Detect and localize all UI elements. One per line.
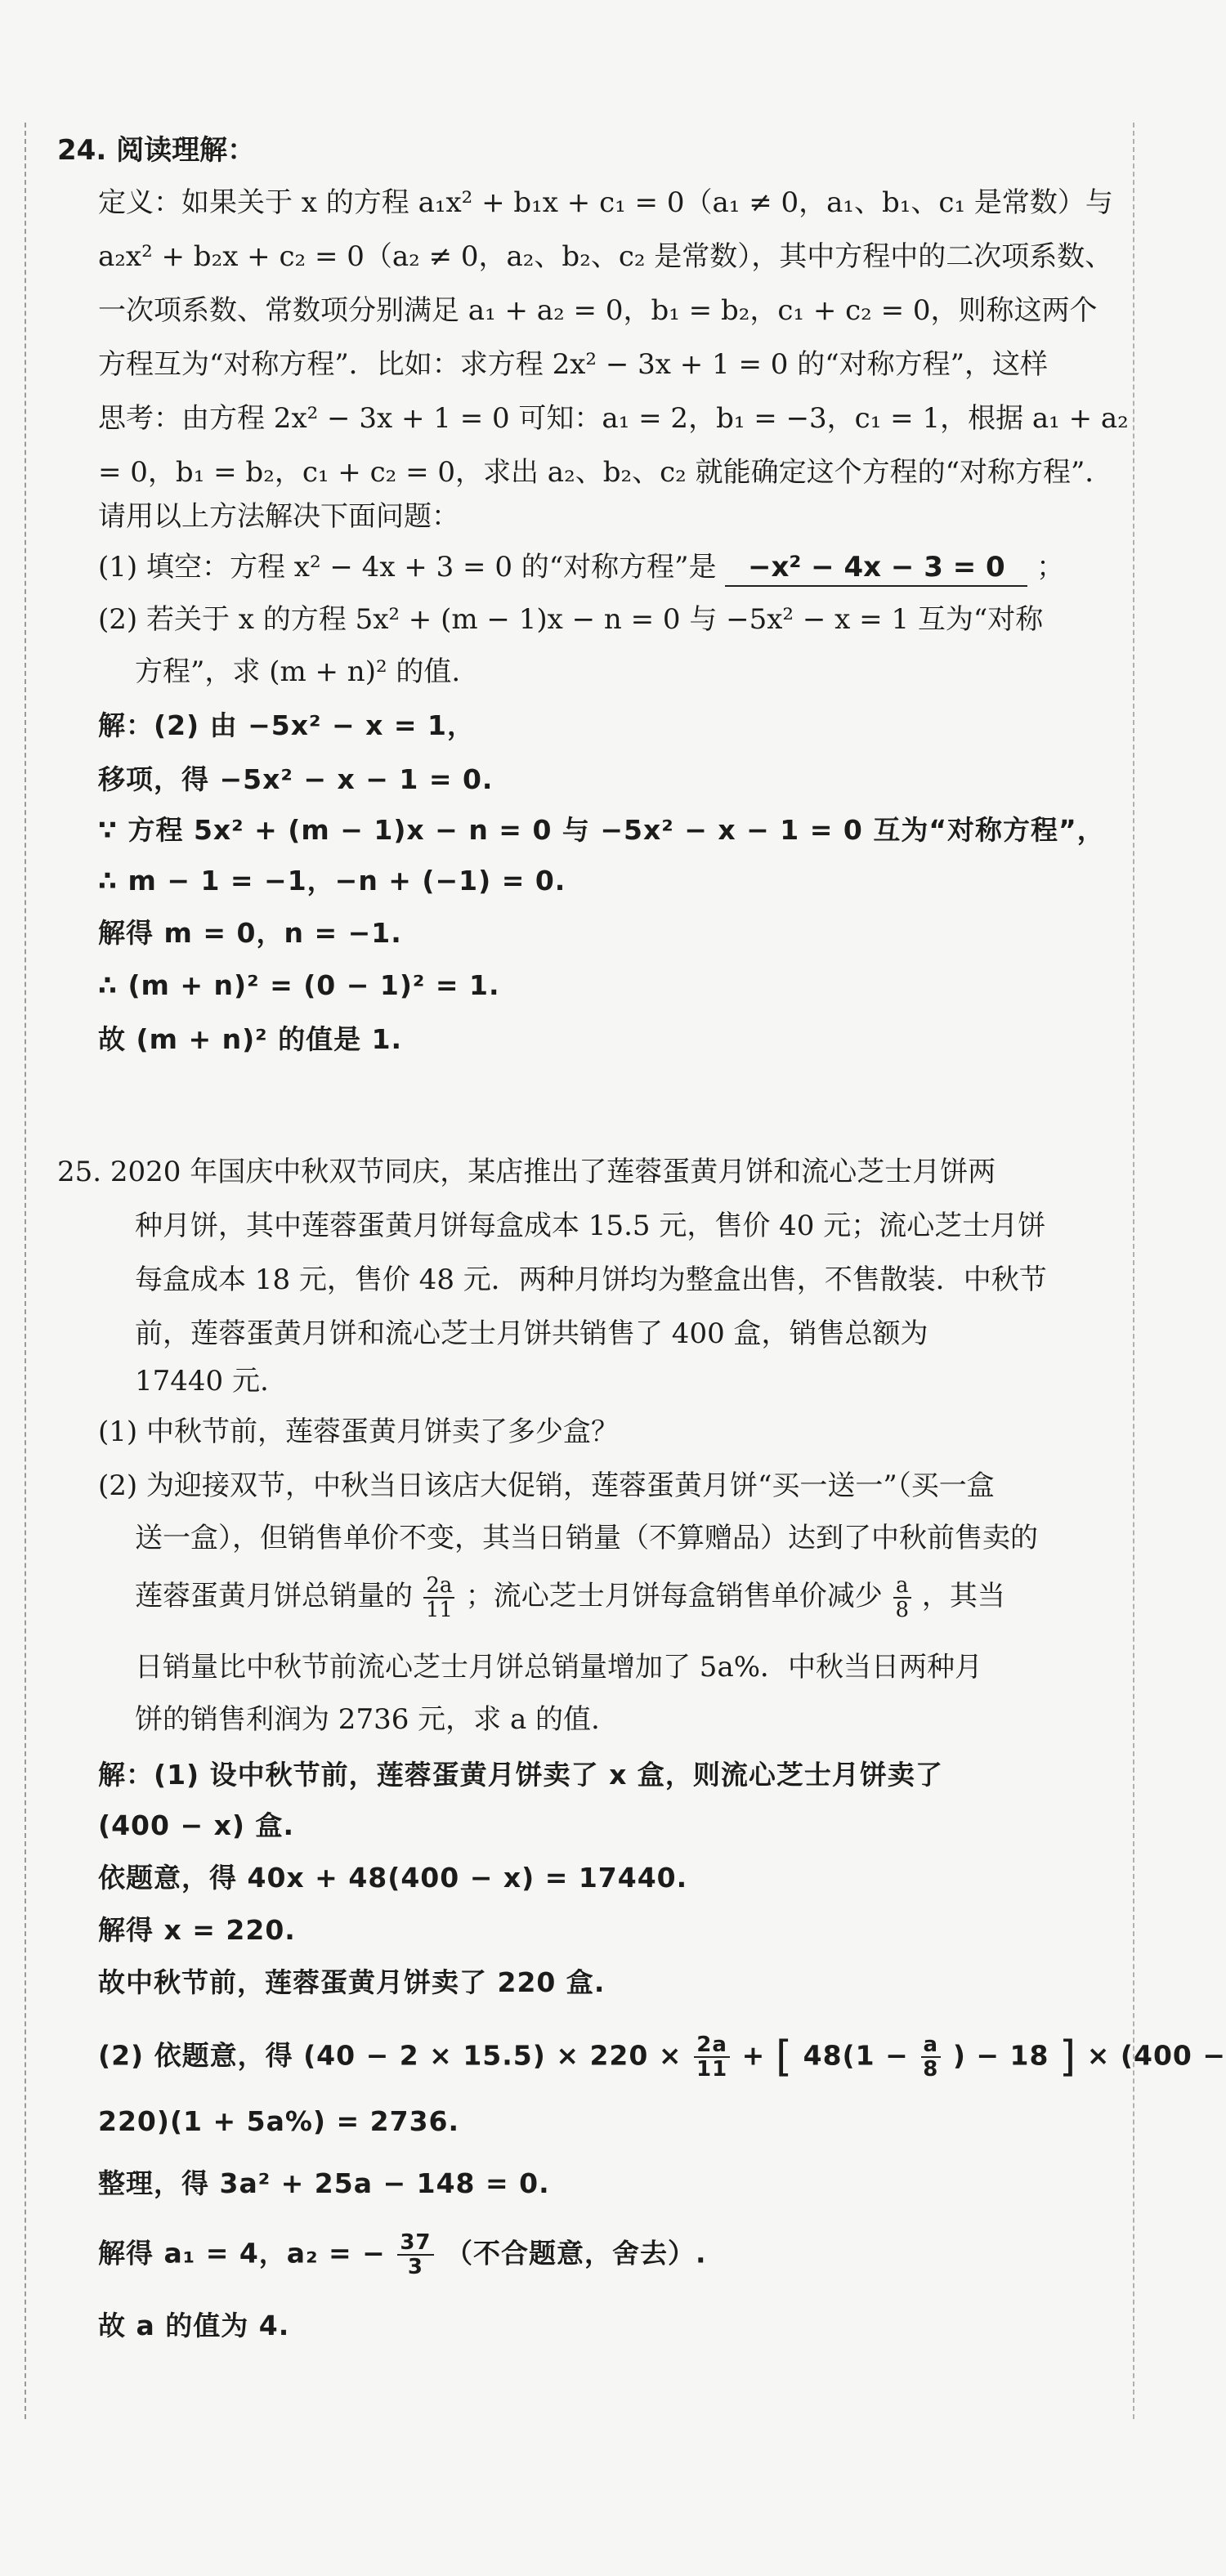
- fraction-denominator: 11: [696, 2057, 728, 2082]
- q25-solution-line: (400 − x) 盒.: [98, 1809, 294, 1841]
- fraction-numerator: 2a: [694, 2033, 730, 2058]
- q25-part2-line3: [135, 1574, 1197, 1621]
- q25-stem-line: 17440 元.: [135, 1365, 269, 1398]
- q24-definition-line: 思考：由方程 2x² − 3x + 1 = 0 可知：a₁ = 2，b₁ = −3，c₁ = 1，根据 a₁ + a₂: [98, 402, 1129, 435]
- left-dashed-margin: [25, 123, 26, 2419]
- right-bracket: ]: [1058, 2033, 1077, 2082]
- q25-stem-line: 每盒成本 18 元，售价 48 元．两种月饼均为整盒出售，不售散装．中秋节: [135, 1263, 1047, 1296]
- q25-solution-line: 故中秋节前，莲蓉蛋黄月饼卖了 220 盒.: [98, 1966, 606, 1998]
- q25-solution-line: 解：(1) 设中秋节前，莲蓉蛋黄月饼卖了 x 盒，则流心芝士月饼卖了: [98, 1759, 943, 1791]
- fraction-denominator: 8: [923, 2057, 939, 2082]
- q25-part1: (1) 中秋节前，莲蓉蛋黄月饼卖了多少盒？: [98, 1415, 619, 1448]
- q24-part1-answer: −x² − 4x − 3 = 0: [725, 549, 1027, 587]
- equation-part: × (400 −: [1086, 2039, 1226, 2072]
- q24-solution-line: ∴ (m + n)² = (0 − 1)² = 1.: [98, 969, 500, 1001]
- q25-equation-line2: 220)(1 + 5a%) = 2736.: [98, 2105, 460, 2137]
- q24-definition-line: 一次项系数、常数项分别满足 a₁ + a₂ = 0，b₁ = b₂，c₁ + c₂ = 0，则称这两个: [98, 294, 1098, 327]
- q25-solution-line: 解得 x = 220.: [98, 1914, 296, 1946]
- equation-part: +: [741, 2039, 766, 2072]
- fraction-denominator: 11: [425, 1598, 453, 1622]
- left-bracket: [: [775, 2033, 794, 2082]
- q25-equation-line: [98, 2033, 1226, 2082]
- q25-stem-line: 25. 2020 年国庆中秋双节同庆，某店推出了莲蓉蛋黄月饼和流心芝士月饼两: [57, 1156, 996, 1188]
- q25-part2-line: (2) 为迎接双节，中秋当日该店大促销，莲蓉蛋黄月饼“买一送一”（买一盒: [98, 1469, 995, 1502]
- fraction-denominator: 3: [407, 2255, 423, 2279]
- q24-instruction: 请用以上方法解决下面问题：: [98, 500, 459, 533]
- roots-part: （不合题意，舍去）.: [445, 2237, 707, 2270]
- fraction-denominator: 8: [895, 1598, 910, 1622]
- q24-solution-line: ∴ m − 1 = −1，−n + (−1) = 0.: [98, 865, 566, 897]
- q24-definition-line: 方程互为“对称方程”．比如：求方程 2x² − 3x + 1 = 0 的“对称方程”，这样: [98, 348, 1048, 381]
- fraction-numerator: 2a: [423, 1574, 454, 1599]
- q25-part2-text: ；流心芝士月饼每盒销售单价减少: [465, 1580, 883, 1612]
- equation-part: 48(1 −: [803, 2039, 909, 2072]
- fraction-a-over-8: [893, 1574, 912, 1621]
- q25-stem-line: 前，莲蓉蛋黄月饼和流心芝士月饼共销售了 400 盒，销售总额为: [135, 1317, 928, 1350]
- q24-part2-line: 方程”，求 (m + n)² 的值.: [135, 655, 461, 688]
- q25-part2-line: 日销量比中秋节前流心芝士月饼总销量增加了 5a%．中秋当日两种月: [135, 1651, 983, 1684]
- q24-solution-line: ∵ 方程 5x² + (m − 1)x − n = 0 与 −5x² − x − 1 = 0 互为“对称方程”，: [98, 814, 1105, 846]
- fraction-2a-over-11: [694, 2033, 730, 2081]
- fraction-numerator: a: [921, 2033, 942, 2058]
- q24-definition-line: a₂x² + b₂x + c₂ = 0（a₂ ≠ 0，a₂、b₂、c₂ 是常数），其中方程中的二次项系数、: [98, 240, 1113, 273]
- q24-heading: 24. 阅读理解：: [57, 134, 256, 167]
- q24-part2-line: (2) 若关于 x 的方程 5x² + (m − 1)x − n = 0 与 −5x² − x = 1 互为“对称: [98, 603, 1044, 636]
- q24-part1-prefix: (1) 填空：方程 x² − 4x + 3 = 0 的“对称方程”是: [98, 551, 717, 584]
- q25-roots-line: [98, 2231, 1161, 2279]
- fraction-a-over-8: [920, 2033, 941, 2081]
- equation-part: (2) 依题意，得 (40 − 2 × 15.5) × 220 ×: [98, 2039, 682, 2072]
- q25-conclusion: 故 a 的值为 4.: [98, 2310, 290, 2341]
- fraction-37-over-3: [397, 2231, 433, 2279]
- q24-part1-suffix: ；: [1036, 551, 1065, 584]
- q24-definition-line: = 0，b₁ = b₂，c₁ + c₂ = 0，求出 a₂、b₂、c₂ 就能确定这个方程的“对称方程”．: [98, 456, 1113, 489]
- roots-part: 解得 a₁ = 4，a₂ = −: [98, 2237, 386, 2270]
- fraction-numerator: a: [893, 1574, 911, 1599]
- q25-part2-line: 饼的销售利润为 2736 元，求 a 的值.: [135, 1703, 600, 1736]
- q25-part2-text: 莲蓉蛋黄月饼总销量的: [135, 1580, 413, 1612]
- fraction-2a-over-11: [423, 1574, 455, 1621]
- q25-simplify-line: 整理，得 3a² + 25a − 148 = 0.: [98, 2167, 550, 2199]
- q24-solution-line: 解：(2) 由 −5x² − x = 1，: [98, 709, 475, 741]
- q25-stem-line: 种月饼，其中莲蓉蛋黄月饼每盒成本 15.5 元，售价 40 元；流心芝士月饼: [135, 1210, 1046, 1242]
- equation-part: ) − 18: [952, 2039, 1049, 2072]
- q25-part2-text: ，其当: [921, 1580, 1005, 1612]
- q24-part1: [98, 549, 1161, 587]
- q24-solution-line: 故 (m + n)² 的值是 1.: [98, 1023, 403, 1055]
- fraction-numerator: 37: [397, 2231, 433, 2256]
- q24-solution-line: 解得 m = 0，n = −1.: [98, 917, 402, 949]
- q24-solution-line: 移项，得 −5x² − x − 1 = 0.: [98, 763, 494, 795]
- q25-solution-line: 依题意，得 40x + 48(400 − x) = 17440.: [98, 1862, 688, 1894]
- q24-definition-line: 定义：如果关于 x 的方程 a₁x² + b₁x + c₁ = 0（a₁ ≠ 0，a₁、b₁、c₁ 是常数）与: [98, 186, 1113, 219]
- q25-part2-line: 送一盒），但销售单价不变，其当日销量（不算赠品）达到了中秋前售卖的: [135, 1522, 1038, 1554]
